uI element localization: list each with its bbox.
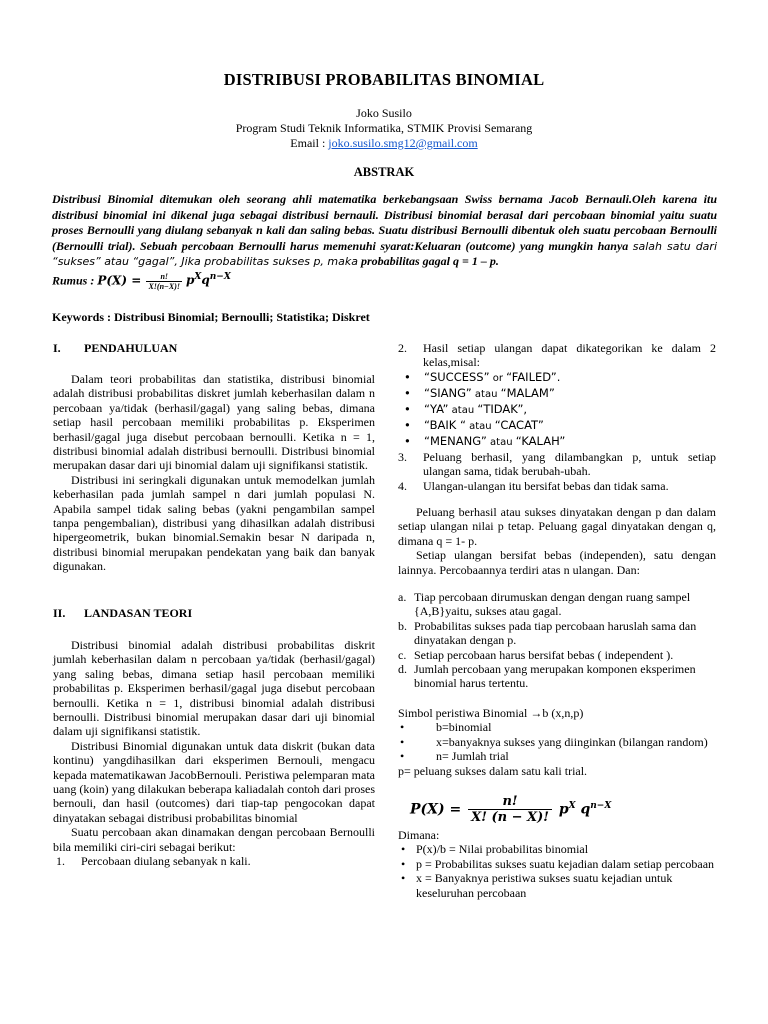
list-item-number: 4.	[398, 478, 407, 493]
rumus-numerator: n!	[146, 272, 182, 282]
formula-lhs: P(X) =	[410, 801, 467, 818]
dimana-list-text: p = Probabilitas sukses suatu kejadian dalam setiap percobaan	[416, 856, 715, 871]
category-option-a: “MENANG”	[424, 433, 487, 448]
alpha-list-text: Tiap percobaan dirumuskan dengan dengan ruang sampel {A,B}yaitu, sukses atau gagal.	[414, 590, 691, 619]
symbol-list-text: b=binomial	[436, 720, 492, 735]
category-bullet-item	[400, 370, 716, 386]
rumus-label: Rumus :	[52, 273, 98, 288]
section-1-body	[53, 372, 375, 574]
category-option-b: “KALAH”	[515, 433, 566, 448]
alpha-list-letter: d.	[398, 662, 407, 677]
section-1-paragraph-2: Distribusi ini seringkali digunakan untuk memodelkan jumlah keberhasilan pada jumlah sampel n dari jumlah populasi N. Apabila sampel tidak saling bebas (yakni pengambilan sampel tanpa pengembalian), distribusi yang dihasilkan adalah distribusi hipergeometrik, bukan binomial.Semakin besar N daripada n, distribusi binomial merupakan pendekatan yang baik dan banyak digunakan.	[53, 472, 375, 574]
paper-title: DISTRIBUSI PROBABILITAS BINOMIAL	[223, 70, 545, 89]
list-item-text: Ulangan-ulangan itu bersifat bebas dan tidak sama.	[423, 478, 669, 493]
category-bullet-item	[400, 434, 716, 450]
bullet-icon: •	[404, 385, 411, 400]
category-option-b: “TIDAK”	[477, 401, 524, 416]
symbol-list-item	[398, 749, 716, 763]
list-item-text: Peluang berhasil, yang dilambangkan p, untuk setiap ulangan sama, tidak berubah-ubah.	[423, 449, 716, 479]
section-2-paragraph-2: Distribusi Binomial digunakan untuk data diskrit (bukan data kontinu) yangdihasilkan dari eksperimen Bernouli, mengacu kepada matematikawan JacobBernouli. Peristiwa pelemparan mata uang (koin) yang dilakukan beberapa kaliadalah contoh dari proses bernouli, dan hasil (outcomes) dari tiap-tap pengocokan dapat dinyatakan sebagai distribusi probabilitas binomial	[53, 738, 375, 825]
category-option-a: “YA”	[424, 401, 449, 416]
rumus-rhs: $p^Xq^{n-X}$	[186, 272, 231, 288]
dimana-heading: Dimana:	[398, 828, 440, 842]
category-connector: atau	[448, 404, 478, 416]
alpha-list-item	[398, 662, 716, 691]
category-connector: atau	[471, 388, 501, 400]
alpha-list-item	[398, 590, 716, 619]
category-connector: or	[489, 372, 507, 384]
category-connector: atau	[465, 420, 495, 432]
alpha-list-text: Setiap percobaan harus bersifat bebas ( independent ).	[414, 647, 674, 662]
category-bullet-item	[400, 386, 716, 402]
dimana-list-item	[398, 842, 716, 856]
bullet-icon: •	[404, 401, 411, 416]
alpha-list-text: Jumlah percobaan yang merupakan komponen eksperimen binomial harus tertentu.	[414, 662, 696, 691]
abstract-special-line: salah satu dari “sukses” atau “gagal”, Jika probabilitas sukses p, maka	[52, 239, 717, 269]
list-item	[398, 450, 716, 479]
category-end: .	[556, 369, 561, 384]
section-2-title: LANDASAN TEORI	[84, 606, 193, 620]
formula-q-exponent: n−X	[590, 800, 612, 811]
bullet-icon: •	[404, 369, 411, 384]
rumus-lhs: P(X) =	[97, 273, 146, 288]
binomial-formula	[410, 794, 611, 825]
abstract-heading: ABSTRAK	[353, 165, 415, 179]
keywords: Keywords : Distribusi Binomial; Bernoulli; Statistika; Diskret	[52, 310, 370, 324]
dimana-section	[398, 828, 716, 900]
symbol-list-text: x=banyaknya sukses yang diinginkan (bilangan random)	[436, 734, 708, 749]
right-column-list	[398, 341, 716, 493]
list-item-text: Percobaan diulang sebanyak n kali.	[81, 854, 251, 869]
alpha-list-item	[398, 648, 716, 662]
alpha-list-letter: b.	[398, 618, 407, 633]
bullet-icon: •	[400, 749, 405, 764]
symbol-section	[398, 706, 716, 778]
symbol-list	[398, 720, 716, 763]
author-affiliation: Program Studi Teknik Informatika, STMIK Provisi Semarang	[235, 121, 533, 135]
rumus-denominator: X!(n−X)!	[148, 282, 180, 291]
section-1-heading	[53, 341, 177, 356]
formula-q: q	[580, 801, 591, 818]
author-name: Joko Susilo	[356, 106, 412, 120]
right-column-body	[398, 505, 716, 577]
email-label: Email :	[290, 136, 329, 150]
dimana-list	[398, 842, 716, 900]
dimana-list-item	[398, 871, 716, 900]
formula-p: p	[558, 801, 569, 818]
abstract-formula	[52, 272, 231, 291]
category-option-b: “MALAM”	[500, 385, 555, 400]
formula-p-exponent: X	[568, 800, 576, 811]
list-item-text: Hasil setiap ulangan dapat dikategorikan ke dalam 2 kelas,misal:	[423, 341, 716, 370]
bullet-icon: •	[400, 720, 405, 735]
formula-fraction	[468, 794, 552, 825]
abstract-body	[52, 192, 717, 270]
bullet-icon: •	[401, 871, 406, 886]
category-option-b: “CACAT”	[494, 417, 544, 432]
list-item-number: 3.	[398, 449, 407, 464]
section-2-body	[53, 638, 375, 869]
symbol-list-item	[398, 720, 716, 734]
category-option-a: “SUCCESS”	[424, 369, 490, 384]
category-end: ,	[523, 401, 528, 416]
formula-numerator: n!	[468, 794, 552, 810]
symbol-list-item	[398, 735, 716, 749]
alpha-list	[398, 590, 716, 691]
category-bullet-item	[400, 418, 716, 434]
category-bullet-item	[400, 402, 716, 418]
section-1-paragraph-1: Dalam teori probabilitas dan statistika, distribusi binomial adalah distribusi probabilitas diskret jumlah keberhasilan dalam n percobaan ya/tidak (berhasil/gagal) yang saling bebas, dimana setiap hasil percobaan memiliki probabilitas p. Eksperimen berhasil/gagal juga disebut percobaan bernoulli. Ketika n = 1, distribusi binomial adalah distribusi bernoulli. Distribusi binomial merupakan dasar dari uji binomial dalam uji signifikansi statistik.	[53, 372, 375, 473]
email-link[interactable]: joko.susilo.smg12@gmail.com	[328, 136, 478, 150]
abstract-text: Distribusi Binomial ditemukan oleh seorang ahli matematika berkebangsaan Swiss bernama Jacob Bernauli.Oleh karena itu distribusi binomial ini dikenal juga sebagai distribusi bernauli. Distribusi binomial berasal dari percobaan binomial yaitu suatu proses Bernoulli yang diulang sebanyak n kali dan saling bebas. Suatu distribusi Bernoulli dibentuk oleh suatu percobaan Bernoulli (Bernoulli trial). Sebuah percobaan Bernoulli harus memenuhi syarat:Keluaran (outcome) yang mungkin hanya	[52, 192, 717, 253]
section-1-title: PENDAHULUAN	[84, 341, 178, 355]
list-item	[398, 479, 716, 493]
section-2-number: II.	[53, 606, 66, 620]
section-1-number: I.	[53, 341, 61, 355]
right-paragraph-2: Setiap ulangan bersifat bebas (independen), satu dengan lainnya. Percobaannya terdiri atas n ulangan. Dan:	[398, 548, 716, 577]
section-2-paragraph-1: Distribusi binomial adalah distribusi probabilitas diskrit jumlah keberhasilan dalam n percobaan ya/tidak (berhasil/gagal) yang saling bebas, dimana setiap hasil percobaan memiliki probabilitas p. Eksperimen berhasil/gagal juga disebut percobaan bernoulli. Ketika n = 1, distribusi binomial adalah distribusi bernoulli. Distribusi binomial merupakan dasar dari uji binomial dalam uji signifikansi statistik.	[53, 638, 375, 739]
list-item	[53, 854, 375, 868]
bullet-icon: •	[404, 417, 411, 432]
section-2-heading	[53, 606, 192, 621]
bullet-icon: •	[401, 856, 406, 871]
rumus-fraction	[146, 272, 182, 291]
list-item-number: 1.	[56, 854, 65, 869]
category-option-a: “SIANG”	[424, 385, 472, 400]
category-connector: atau	[486, 436, 516, 448]
formula-denominator: X! (n − X)!	[471, 810, 549, 825]
p-definition: p= peluang sukses dalam satu kali trial.	[398, 763, 588, 778]
alpha-list-letter: c.	[398, 647, 407, 662]
alpha-list-text: Probabilitas sukses pada tiap percobaan haruslah sama dan dinyatakan dengan p.	[414, 618, 697, 648]
symbol-heading: Simbol peristiwa Binomial →b (x,n,p)	[398, 706, 584, 720]
symbol-list-text: n= Jumlah trial	[436, 749, 509, 764]
abstract-special-end: probabilitas gagal q = 1 – p.	[361, 254, 499, 269]
right-paragraph-1: Peluang berhasil atau sukses dinyatakan dengan p dan dalam setiap ulangan nilai p tetap. Peluang gagal dinyatakan dengan q, dimana q = 1- p.	[398, 505, 716, 548]
bullet-icon: •	[404, 433, 411, 448]
category-option-b: “FAILED”	[506, 369, 557, 384]
list-item	[398, 341, 716, 370]
bullet-icon: •	[400, 734, 405, 749]
list-item-number: 2.	[398, 341, 407, 355]
dimana-list-item	[398, 857, 716, 871]
dimana-list-text: x = Banyaknya peristiwa sukses suatu kejadian untuk keseluruhan percobaan	[416, 871, 673, 900]
category-bullets	[398, 370, 716, 450]
dimana-list-text: P(x)/b = Nilai probabilitas binomial	[416, 842, 589, 857]
alpha-list-item	[398, 619, 716, 648]
author-email-line	[0, 136, 768, 151]
section-2-paragraph-3: Suatu percobaan akan dinamakan dengan percobaan Bernoulli bila memiliki ciri-ciri sebagai berikut:	[53, 825, 375, 854]
bullet-icon: •	[401, 842, 406, 857]
category-option-a: “BAIK “	[424, 417, 466, 432]
alpha-list-letter: a.	[398, 590, 407, 604]
